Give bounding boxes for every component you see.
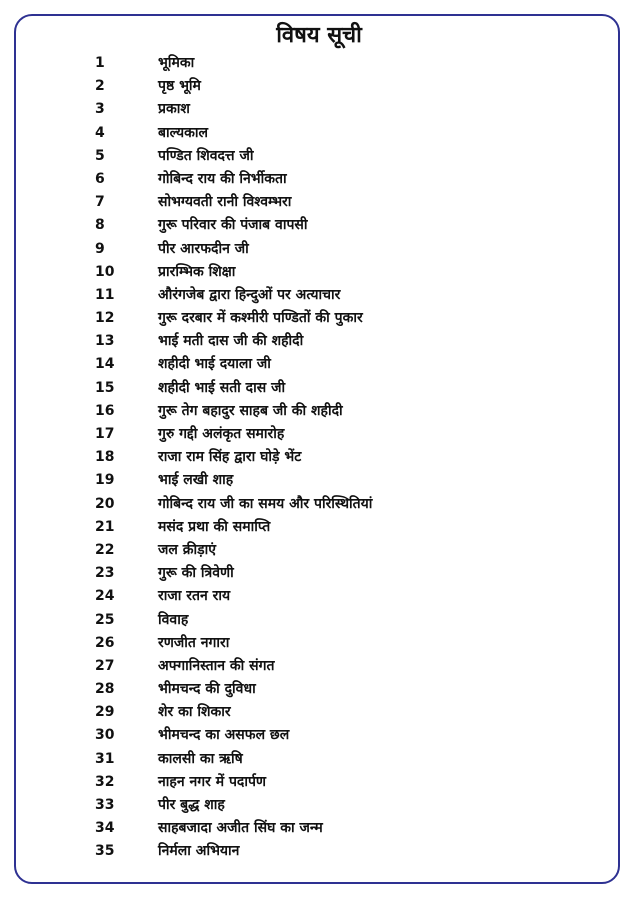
toc-entry-number: 11: [95, 286, 115, 303]
toc-entry: [0, 214, 638, 237]
toc-entry-title: सोभग्यवती रानी विश्वम्भरा: [158, 194, 292, 211]
toc-entry-number: 26: [95, 634, 115, 651]
toc-entry-number: 33: [95, 797, 115, 813]
toc-entry: [0, 446, 638, 469]
toc-entry-title: मसंद प्रथा की समाप्ति: [158, 518, 271, 535]
toc-entry: [0, 609, 638, 632]
toc-entry-number: 4: [95, 124, 105, 141]
toc-entry-number: 10: [95, 263, 115, 280]
page-title: विषय सूची: [276, 23, 362, 48]
toc-entry: [0, 469, 638, 492]
toc-entry: [0, 145, 638, 168]
toc-entry-number: 28: [95, 681, 115, 698]
toc-entry-title: गुरु गद्दी अलंकृत समारोह: [158, 426, 285, 442]
toc-entry-title: प्रारम्भिक शिक्षा: [158, 263, 236, 280]
toc-entry-title: जल क्रीड़ाएं: [158, 541, 216, 558]
toc-entry-title: भाई लखी शाह: [158, 472, 234, 489]
toc-entry-title: गोबिन्द राय जी का समय और परिस्थितियां: [158, 495, 373, 512]
toc-entry-number: 7: [95, 194, 105, 211]
toc-entry-title: बाल्यकाल: [158, 124, 209, 141]
toc-entry: [0, 191, 638, 214]
toc-entry-number: 17: [95, 426, 115, 442]
toc-entry: [0, 353, 638, 376]
toc-entry: [0, 817, 638, 840]
toc-entry-title: पण्डित शिवदत्त जी: [158, 147, 254, 164]
toc-entry-number: 34: [95, 820, 115, 837]
toc-entry-number: 15: [95, 379, 115, 396]
toc-entry: [0, 585, 638, 608]
toc-entry-number: 23: [95, 565, 115, 582]
toc-entry-title: कालसी का ऋषि: [158, 750, 243, 767]
toc-entry-number: 31: [95, 750, 115, 767]
toc-entry: [0, 307, 638, 330]
toc-entry: [0, 284, 638, 307]
toc-entry-title: नाहन नगर में पदार्पण: [158, 773, 267, 790]
toc-entry-number: 32: [95, 773, 115, 790]
toc-entry-title: शहीदी भाई दयाला जी: [158, 356, 271, 373]
toc-entry-number: 18: [95, 449, 115, 466]
toc-entry: [0, 771, 638, 794]
toc-entry-number: 1: [95, 55, 105, 71]
toc-entry: [0, 794, 638, 817]
toc-entry-number: 6: [95, 170, 105, 187]
toc-entry-number: 8: [95, 217, 105, 234]
toc-entry-number: 16: [95, 402, 115, 419]
toc-entry-title: भीमचन्द की दुविधा: [158, 681, 256, 698]
toc-entry-title: गुरू दरबार में कश्मीरी पण्डितों की पुकार: [158, 310, 363, 327]
toc-entry-title: रणजीत नगारा: [158, 634, 230, 651]
toc-entry: [0, 98, 638, 121]
toc-entry: [0, 724, 638, 747]
toc-entry: [0, 655, 638, 678]
toc-entry-title: अफ्गानिस्तान की संगत: [158, 657, 275, 674]
toc-entry-number: 14: [95, 356, 115, 373]
toc-entry: [0, 52, 638, 75]
toc-entry: [0, 748, 638, 771]
toc-entry-title: प्रकाश: [158, 101, 190, 118]
toc-entry-title: गोबिन्द राय की निर्भीकता: [158, 170, 287, 187]
toc-entry-number: 12: [95, 310, 115, 327]
toc-entry-title: पीर आरफदीन जी: [158, 240, 249, 257]
toc-entry-title: शहीदी भाई सती दास जी: [158, 379, 286, 396]
toc-entry-title: शेर का शिकार: [158, 704, 231, 721]
toc-entry-number: 35: [95, 843, 115, 860]
toc-entry: [0, 562, 638, 585]
toc-entry-title: विवाह: [158, 611, 189, 628]
toc-entry: [0, 330, 638, 353]
toc-entry-number: 30: [95, 727, 115, 744]
toc-entry: [0, 678, 638, 701]
toc-entry: [0, 493, 638, 516]
toc-entry-number: 3: [95, 101, 105, 118]
toc-entry: [0, 539, 638, 562]
toc-entry: [0, 840, 638, 863]
toc-entry-title: गुरू की त्रिवेणी: [158, 565, 234, 582]
toc-entry-title: औरंगजेब द्वारा हिन्दुओं पर अत्याचार: [158, 286, 341, 303]
toc-entry-number: 25: [95, 611, 115, 628]
toc-entry: [0, 423, 638, 446]
toc-entry-number: 20: [95, 495, 115, 512]
toc-entry-number: 27: [95, 657, 115, 674]
toc-entry-title: गुरू तेग बहादुर साहब जी की शहीदी: [158, 402, 343, 419]
toc-entry-number: 2: [95, 78, 105, 95]
toc-entry: [0, 122, 638, 145]
toc-entry-title: भूमिका: [158, 55, 195, 71]
toc-entry-number: 24: [95, 588, 115, 605]
toc-entry: [0, 75, 638, 98]
toc-entry-title: गुरू परिवार की पंजाब वापसी: [158, 217, 308, 234]
toc-entry: [0, 238, 638, 261]
toc-entry-number: 21: [95, 518, 115, 535]
toc-entry-number: 9: [95, 240, 105, 257]
toc-entry-number: 19: [95, 472, 115, 489]
toc-entry-title: निर्मला अभियान: [158, 843, 240, 860]
toc-entry-title: राजा राम सिंह द्वारा घोड़े भेंट: [158, 449, 302, 466]
toc-entry-title: राजा रतन राय: [158, 588, 231, 605]
toc-entry: [0, 400, 638, 423]
toc-entry-number: 22: [95, 541, 115, 558]
toc-entry-title: भीमचन्द का असफल छल: [158, 727, 290, 744]
toc-entry: [0, 632, 638, 655]
toc-entry: [0, 261, 638, 284]
toc-entry-number: 5: [95, 147, 105, 164]
toc-entry: [0, 701, 638, 724]
toc-entry: [0, 516, 638, 539]
toc-entry-title: पीर बुद्ध शाह: [158, 797, 225, 813]
toc-entry-number: 29: [95, 704, 115, 721]
toc-entry-number: 13: [95, 333, 115, 350]
toc-entry: [0, 377, 638, 400]
toc-entry-title: भाई मती दास जी की शहीदी: [158, 333, 304, 350]
toc-entry-title: पृष्ठ भूमि: [158, 78, 201, 95]
toc-entry: [0, 168, 638, 191]
table-of-contents: [0, 52, 638, 864]
toc-entry-title: साहबजादा अजीत सिंघ का जन्म: [158, 820, 323, 837]
